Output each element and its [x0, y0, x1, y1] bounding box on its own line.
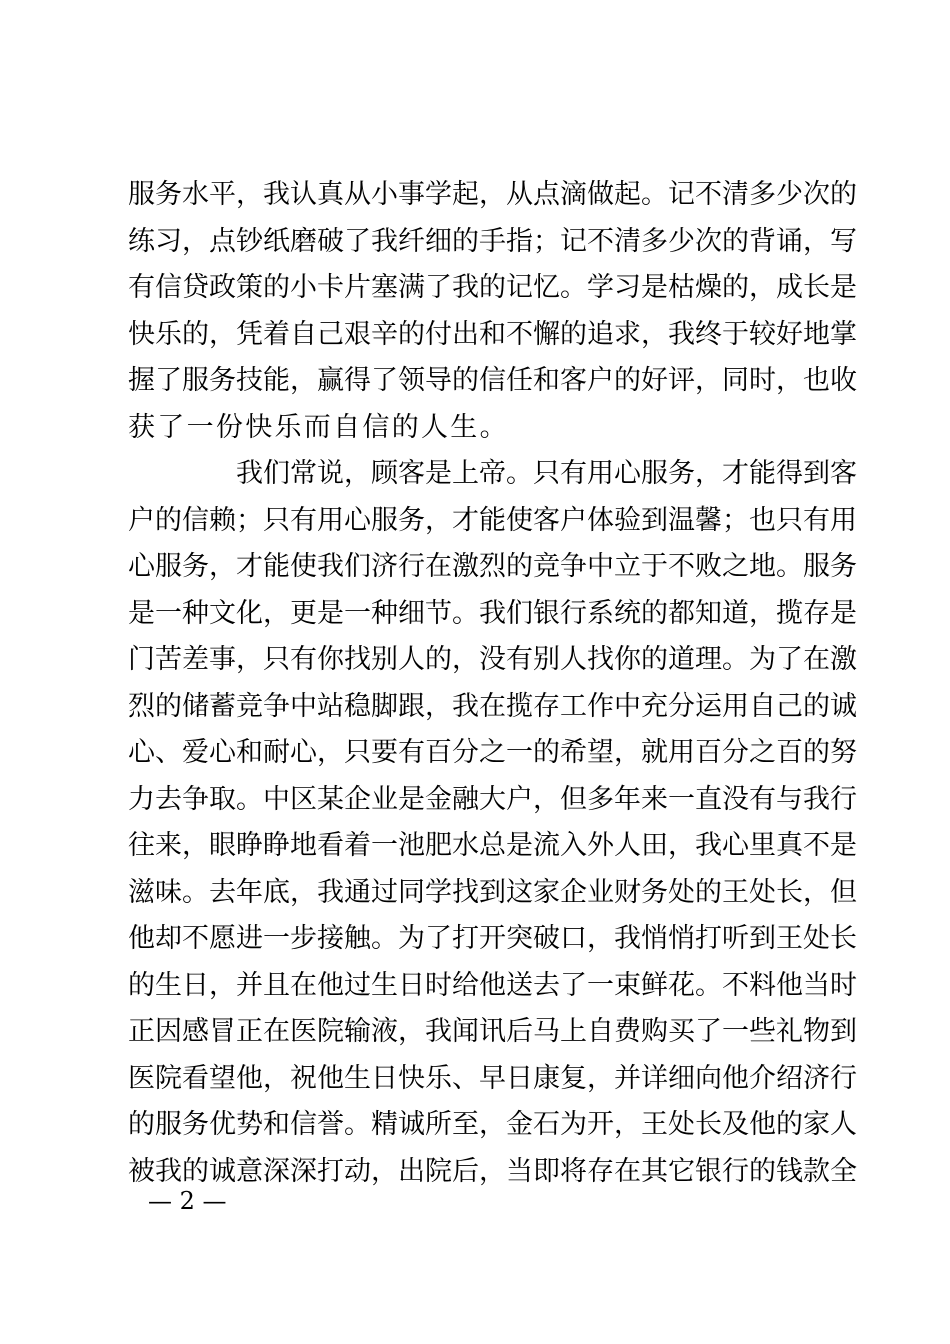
text-line: 有信贷政策的小卡片塞满了我的记忆。学习是枯燥的，成长是 — [128, 272, 857, 303]
text-line: 正因感冒正在医院输液，我闻讯后马上自费购买了一些礼物到 — [128, 1016, 857, 1047]
text-line: 服务水平，我认真从小事学起，从点滴做起。记不清多少次的 — [128, 179, 857, 210]
text-line: 的生日，并且在他过生日时给他送去了一束鲜花。不料他当时 — [128, 969, 857, 1001]
page-number: — 2 — — [148, 1187, 227, 1215]
text-line: 的服务优势和信誉。精诚所至，金石为开，王处长及他的家人 — [128, 1109, 857, 1140]
text-line: 获了一份快乐而自信的人生。 — [128, 411, 509, 443]
text-line: 烈的储蓄竞争中站稳脚跟，我在揽存工作中充分运用自己的诚 — [128, 690, 857, 722]
text-line: 练习，点钞纸磨破了我纤细的手指；记不清多少次的背诵，写 — [128, 225, 857, 257]
text-line: 握了服务技能，赢得了领导的信任和客户的好评，同时，也收 — [128, 365, 857, 396]
text-line: 医院看望他，祝他生日快乐、早日康复，并详细向他介绍济行 — [128, 1062, 857, 1094]
paragraph-2 — [128, 451, 857, 1195]
text-line: 快乐的，凭着自己艰辛的付出和不懈的追求，我终于较好地掌 — [128, 318, 857, 350]
text-line: 力去争取。中区某企业是金融大户，但多年来一直没有与我行 — [128, 783, 857, 815]
paragraph-1 — [128, 172, 857, 451]
text-line: 户的信赖；只有用心服务，才能使客户体验到温馨；也只有用 — [128, 504, 857, 536]
text-line: 门苦差事，只有你找别人的，没有别人找你的道理。为了在激 — [128, 644, 857, 675]
text-line: 他却不愿进一步接触。为了打开突破口，我悄悄打听到王处长 — [128, 923, 857, 954]
text-line: 是一种文化，更是一种细节。我们银行系统的都知道，揽存是 — [128, 597, 857, 629]
text-line: 我们常说，顾客是上帝。只有用心服务，才能得到客 — [236, 458, 857, 489]
text-line: 心、爱心和耐心，只要有百分之一的希望，就用百分之百的努 — [128, 737, 857, 768]
text-line: 被我的诚意深深打动，出院后，当即将存在其它银行的钱款全 — [128, 1155, 857, 1187]
text-line: 滋味。去年底，我通过同学找到这家企业财务处的王处长，但 — [128, 876, 857, 908]
text-line: 心服务，才能使我们济行在激烈的竞争中立于不败之地。服务 — [128, 551, 857, 582]
text-line: 往来，眼睁睁地看着一池肥水总是流入外人田，我心里真不是 — [128, 830, 857, 861]
body-text — [128, 172, 857, 1195]
